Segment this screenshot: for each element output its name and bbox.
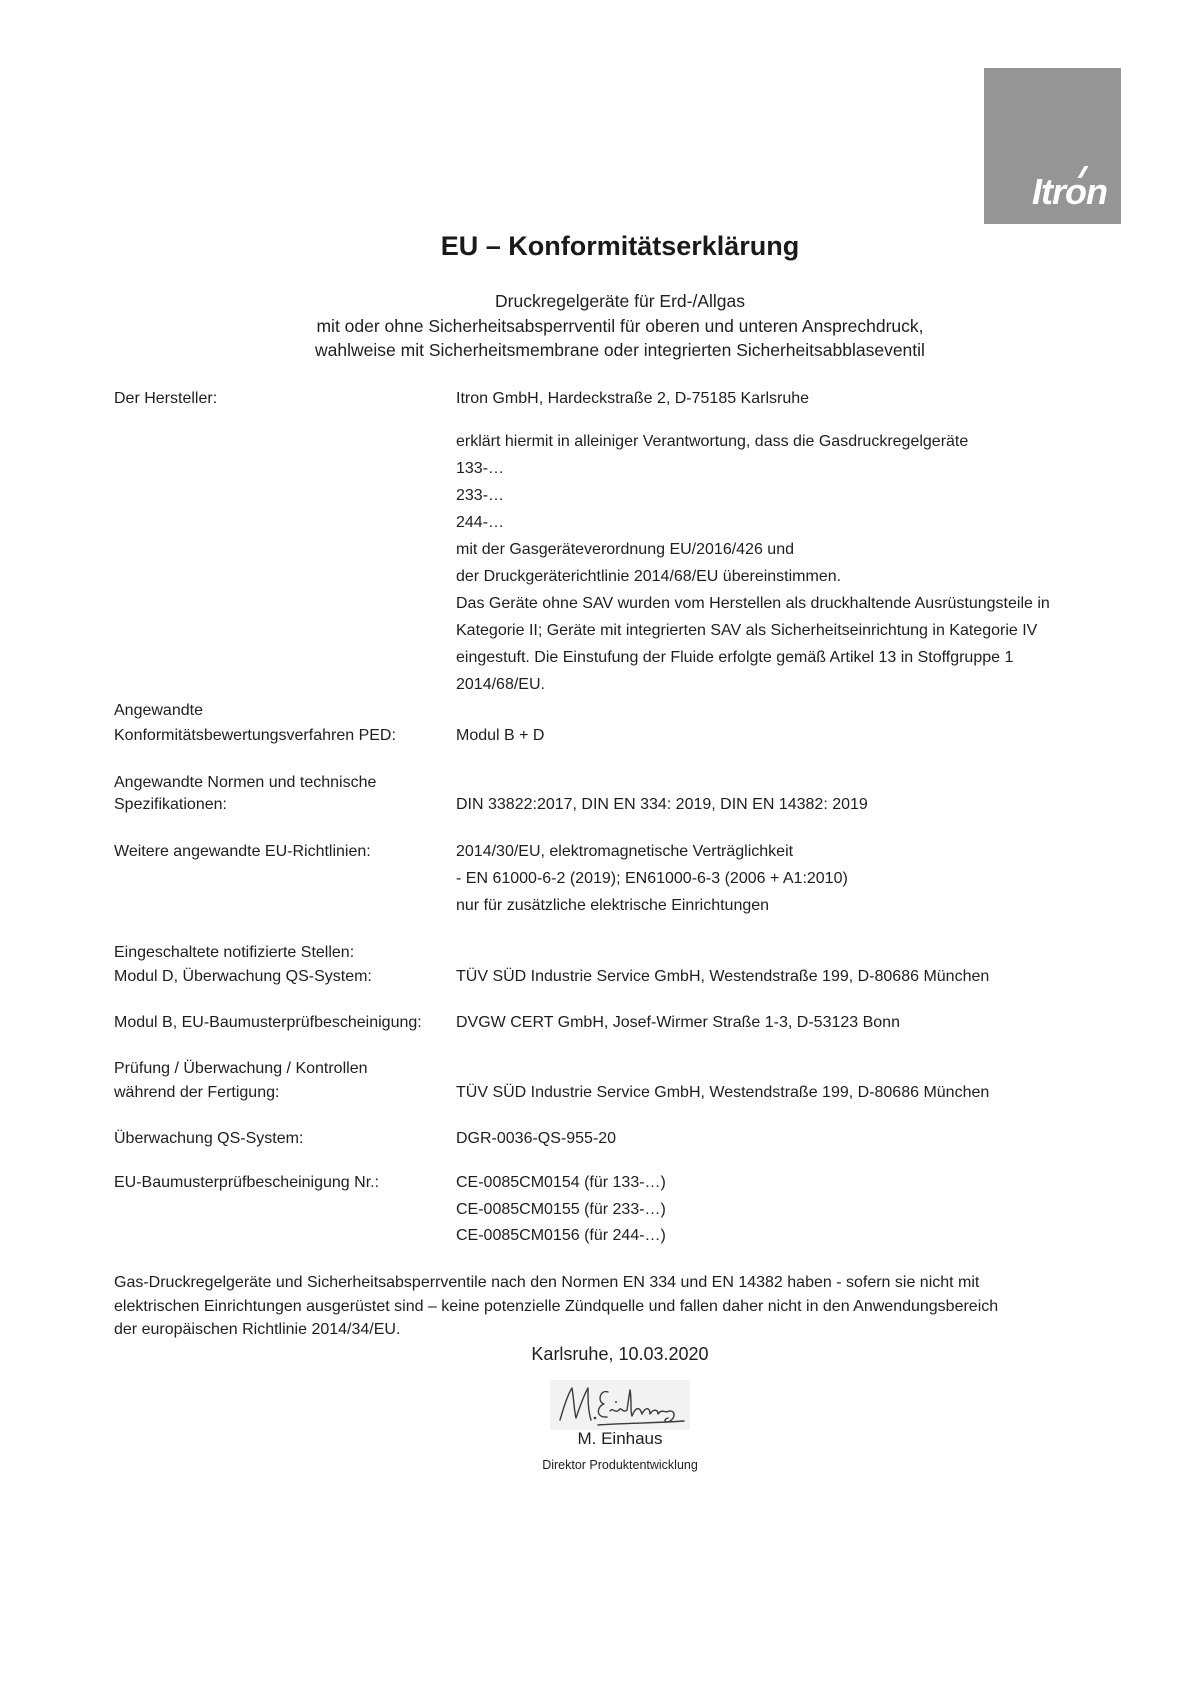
manufacturer-value: Itron GmbH, Hardeckstraße 2, D-75185 Karlsruhe	[456, 390, 810, 407]
declaration-line: 244-…	[456, 514, 505, 531]
declaration-line: Das Geräte ohne SAV wurden vom Herstellen als druckhaltende Ausrüstungsteile in	[456, 595, 1050, 612]
subtitle-line: wahlweise mit Sicherheitsmembrane oder integrierten Sicherheitsabblaseventil	[315, 340, 925, 360]
procedure-label: Angewandte	[114, 702, 203, 719]
note-line: elektrischen Einrichtungen ausgerüstet sind – keine potenzielle Zündquelle und fallen daher nicht in den Anwendungsbereich	[114, 1298, 999, 1315]
declaration-line: 133-…	[456, 460, 505, 477]
directives-value: - EN 61000-6-2 (2019); EN61000-6-3 (2006 + A1:2010)	[456, 870, 848, 887]
qs-value: DGR-0036-QS-955-20	[456, 1130, 617, 1147]
subtitle-line: Druckregelgeräte für Erd-/Allgas	[495, 291, 745, 311]
inspection-label: Prüfung / Überwachung / Kontrollen	[114, 1060, 368, 1077]
declaration-line: der Druckgeräterichtlinie 2014/68/EU übereinstimmen.	[456, 568, 842, 585]
signature-image	[550, 1380, 690, 1430]
qs-label: Überwachung QS-System:	[114, 1130, 304, 1147]
inspection-label: während der Fertigung:	[114, 1084, 280, 1101]
procedure-value: Modul B + D	[456, 727, 545, 744]
declaration-line: 2014/68/EU.	[456, 676, 545, 693]
standards-label: Spezifikationen:	[114, 796, 227, 813]
module-b-label: Modul B, EU-Baumusterprüfbescheinigung:	[114, 1014, 422, 1031]
signatory-name: M. Einhaus	[577, 1429, 663, 1448]
document-title: EU – Konformitätserklärung	[440, 231, 800, 261]
itron-logo	[984, 68, 1121, 224]
declaration-line: eingestuft. Die Einstufung der Fluide erfolgte gemäß Artikel 13 in Stoffgruppe 1	[456, 649, 1014, 666]
module-b-value: DVGW CERT GmbH, Josef-Wirmer Straße 1-3, D-53123 Bonn	[456, 1014, 900, 1031]
declaration-line: Kategorie II; Geräte mit integrierten SAV als Sicherheitseinrichtung in Kategorie IV	[456, 622, 1038, 639]
place-date: Karlsruhe, 10.03.2020	[531, 1344, 709, 1364]
notified-label: Modul D, Überwachung QS-System:	[114, 968, 372, 985]
procedure-label: Konformitätsbewertungsverfahren PED:	[114, 727, 396, 744]
certificates-label: EU-Baumusterprüfbescheinigung Nr.:	[114, 1174, 380, 1191]
notified-value: TÜV SÜD Industrie Service GmbH, Westendstraße 199, D-80686 München	[456, 968, 990, 985]
subtitle-line: mit oder ohne Sicherheitsabsperrventil für oberen und unteren Ansprechdruck,	[316, 316, 924, 336]
inspection-value: TÜV SÜD Industrie Service GmbH, Westendstraße 199, D-80686 München	[456, 1084, 990, 1101]
note-line: der europäischen Richtlinie 2014/34/EU.	[114, 1321, 401, 1338]
standards-value: DIN 33822:2017, DIN EN 334: 2019, DIN EN 14382: 2019	[456, 796, 868, 813]
signatory-role: Direktor Produktentwicklung	[542, 1458, 698, 1472]
certificate-number: CE-0085CM0155 (für 233-…)	[456, 1201, 666, 1218]
notified-label: Eingeschaltete notifizierte Stellen:	[114, 944, 355, 961]
directives-value: 2014/30/EU, elektromagnetische Verträglichkeit	[456, 843, 794, 860]
standards-label: Angewandte Normen und technische	[114, 774, 377, 791]
declaration-line: 233-…	[456, 487, 505, 504]
declaration-line: erklärt hiermit in alleiniger Verantwortung, dass die Gasdruckregelgeräte	[456, 433, 969, 450]
declaration-line: mit der Gasgeräteverordnung EU/2016/426 und	[456, 541, 794, 558]
logo-text: Itron	[1032, 171, 1107, 212]
note-line: Gas-Druckregelgeräte und Sicherheitsabsperrventile nach den Normen EN 334 und EN 14382 haben - sofern sie nicht mit	[114, 1274, 980, 1291]
directives-value: nur für zusätzliche elektrische Einrichtungen	[456, 897, 770, 914]
manufacturer-label: Der Hersteller:	[114, 390, 218, 407]
certificate-number: CE-0085CM0156 (für 244-…)	[456, 1227, 666, 1244]
certificate-number: CE-0085CM0154 (für 133-…)	[456, 1174, 666, 1191]
directives-label: Weitere angewandte EU-Richtlinien:	[114, 843, 371, 860]
